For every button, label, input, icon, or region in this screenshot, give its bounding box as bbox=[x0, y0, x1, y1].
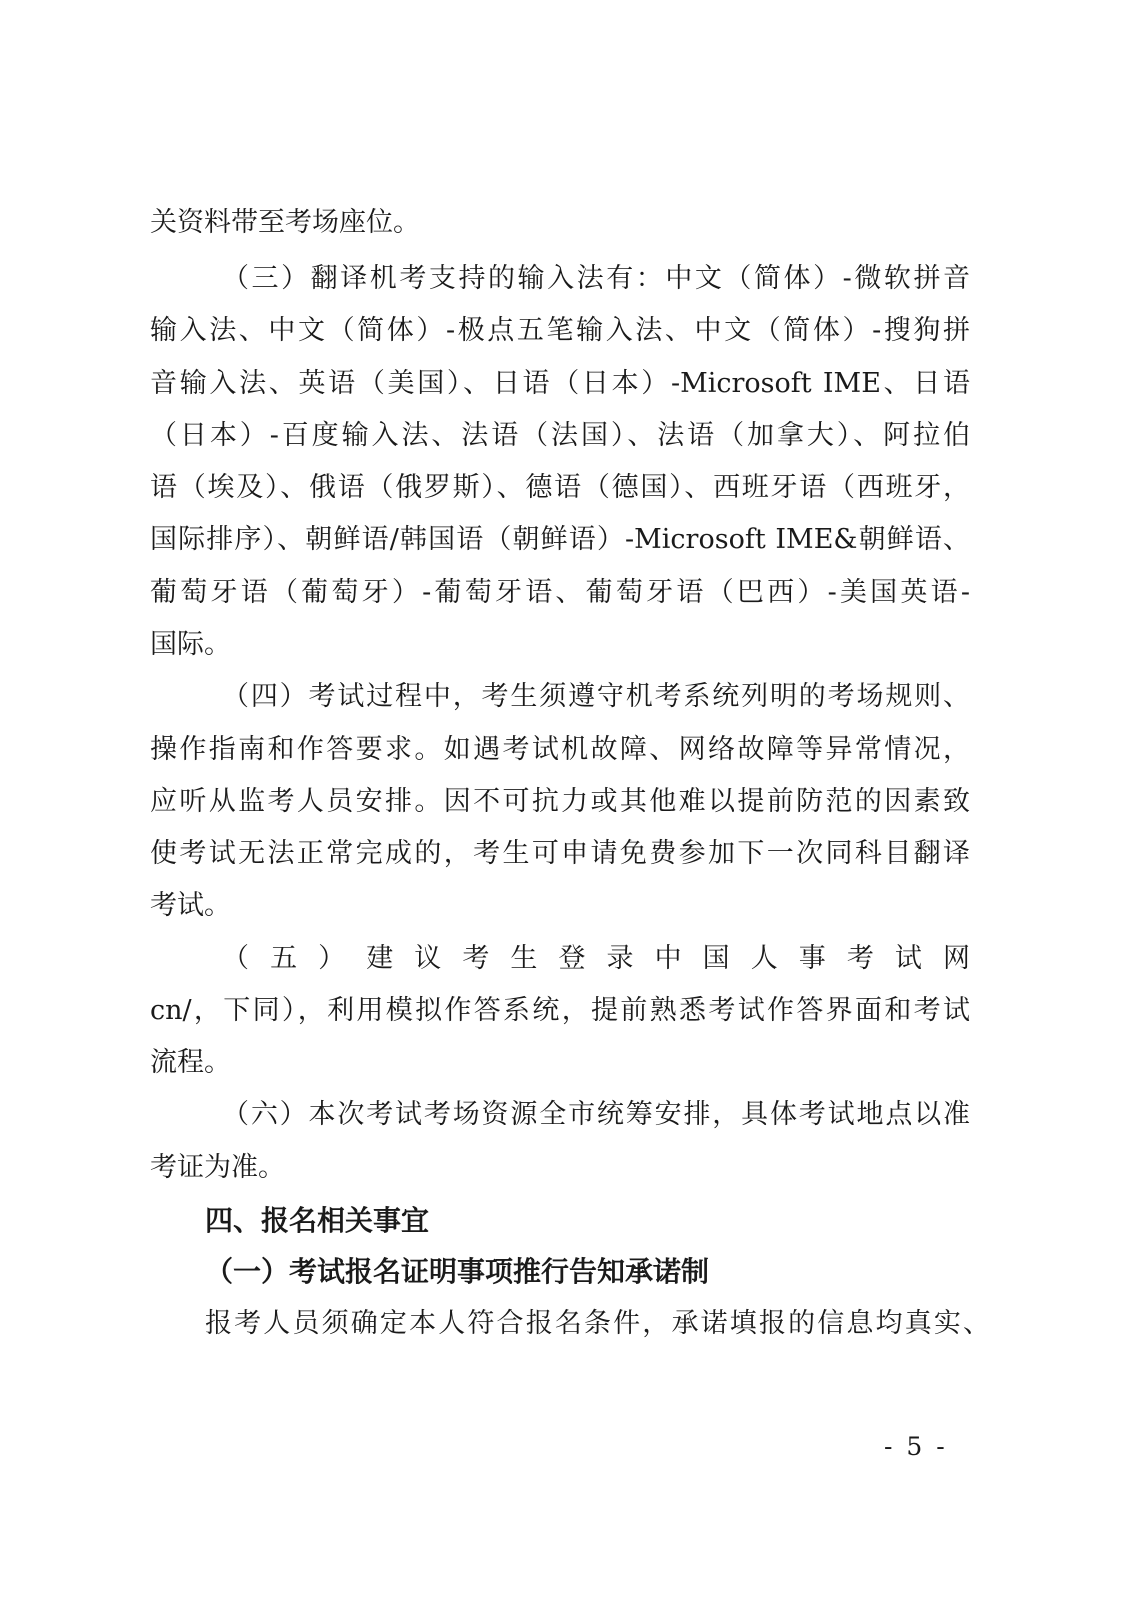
text-line-6: 语（埃及）、俄语（俄罗斯）、德语（德国）、西班牙语（西班牙， bbox=[150, 472, 970, 503]
page-number: - 5 - bbox=[884, 1432, 948, 1461]
text-line-9: 国际。 bbox=[150, 629, 231, 660]
text-line-22: 报考人员须确定本人符合报名条件，承诺填报的信息均真实、 bbox=[205, 1308, 990, 1339]
section-heading: 四、报名相关事宜 bbox=[205, 1204, 430, 1237]
text-line-13: 使考试无法正常完成的，考生可申请免费参加下一次同科目翻译 bbox=[150, 838, 970, 869]
text-line-4: 音输入法、英语（美国）、日语（日本）-Microsoft IME、日语 bbox=[150, 368, 970, 399]
text-line-17: 流程。 bbox=[150, 1047, 231, 1078]
text-line-2: （三）翻译机考支持的输入法有：中文（简体）-微软拼音 bbox=[222, 263, 970, 294]
text-line-5: （日本）-百度输入法、法语（法国）、法语（加拿大）、阿拉伯 bbox=[150, 420, 970, 451]
subsection-heading: （一）考试报名证明事项推行告知承诺制 bbox=[205, 1255, 710, 1288]
text-line-19: 考证为准。 bbox=[150, 1152, 285, 1183]
text-line-10: （四）考试过程中，考生须遵守机考系统列明的考场规则、 bbox=[222, 681, 970, 712]
text-line-15: （五）建议考生登录中国人事考试网 bbox=[222, 943, 970, 974]
text-line-1: 关资料带至考场座位。 bbox=[150, 207, 420, 238]
text-line-7: 国际排序）、朝鲜语/韩国语（朝鲜语）-Microsoft IME&朝鲜语、 bbox=[150, 524, 970, 555]
text-line-16: cn/，下同），利用模拟作答系统，提前熟悉考试作答界面和考试 bbox=[150, 995, 970, 1026]
text-line-18: （六）本次考试考场资源全市统筹安排，具体考试地点以准 bbox=[222, 1099, 970, 1130]
text-line-14: 考试。 bbox=[150, 890, 231, 921]
text-line-12: 应听从监考人员安排。因不可抗力或其他难以提前防范的因素致 bbox=[150, 786, 970, 817]
text-line-11: 操作指南和作答要求。如遇考试机故障、网络故障等异常情况， bbox=[150, 734, 970, 765]
text-line-3: 输入法、中文（简体）-极点五笔输入法、中文（简体）-搜狗拼 bbox=[150, 315, 970, 346]
text-line-8: 葡萄牙语（葡萄牙）-葡萄牙语、葡萄牙语（巴西）-美国英语- bbox=[150, 577, 970, 608]
